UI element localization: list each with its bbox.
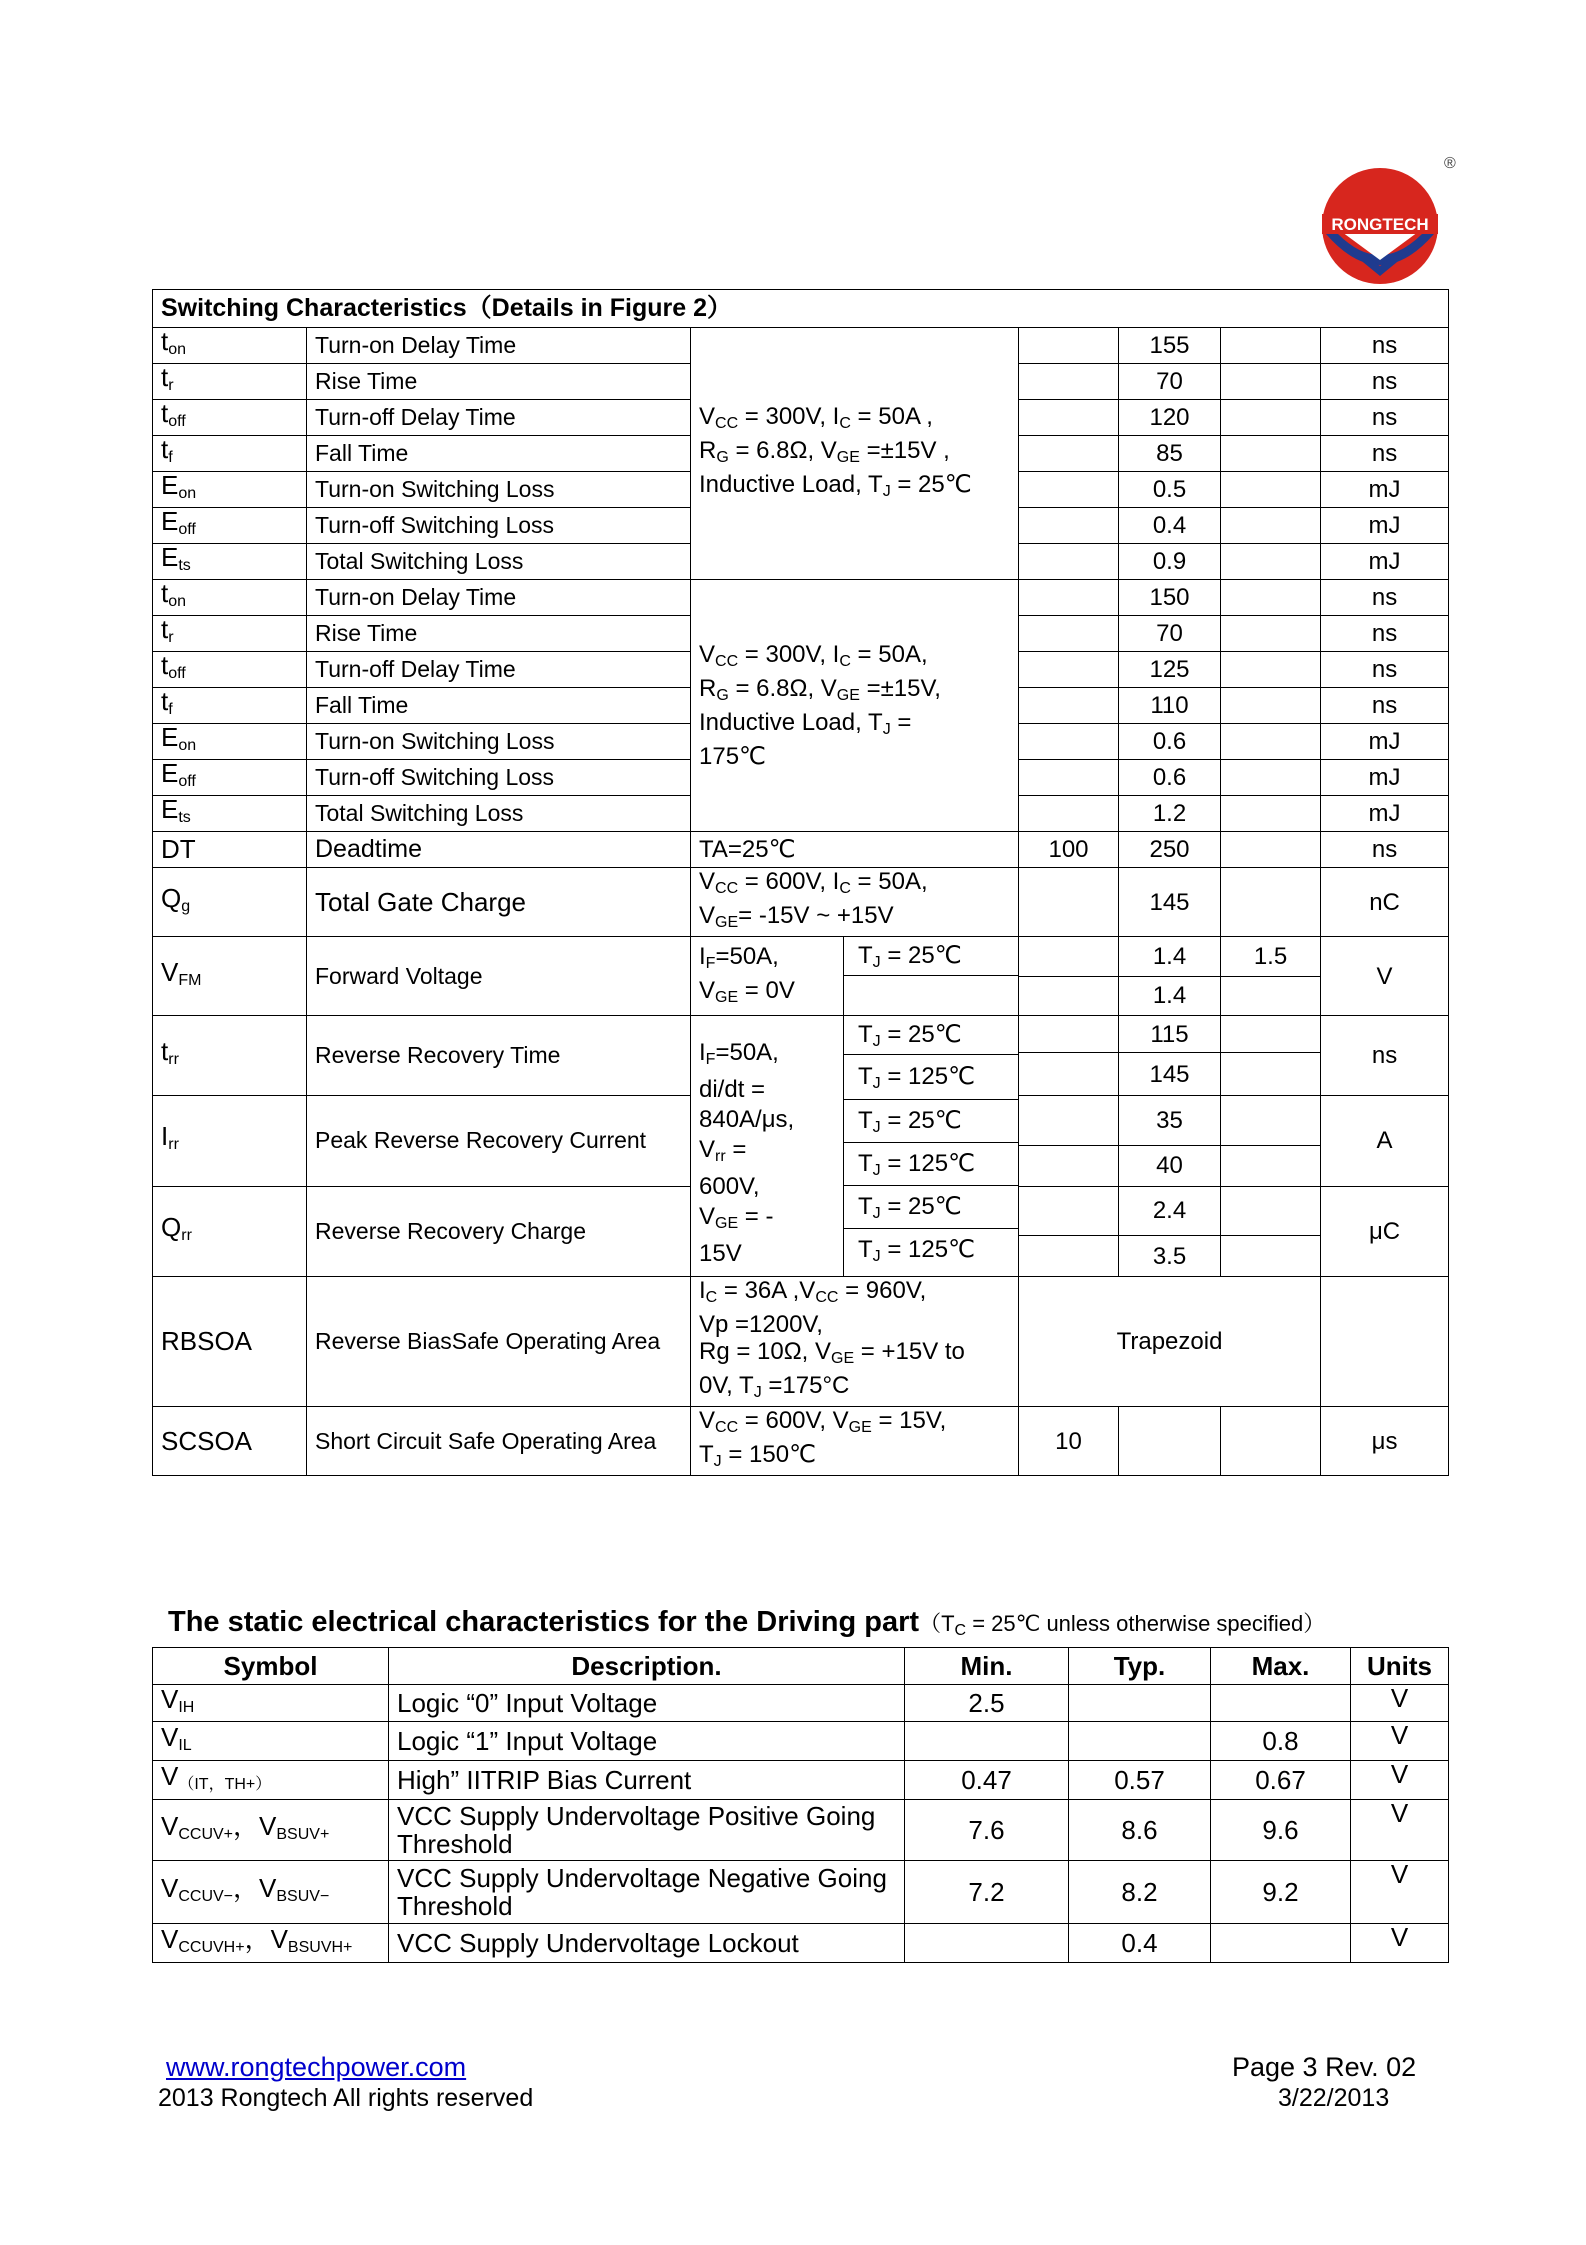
vfm-unit: V (1321, 937, 1449, 1016)
driving-row (153, 1924, 1449, 1963)
max: 9.6 (1211, 1800, 1351, 1861)
driving-row (153, 1722, 1449, 1761)
description: Turn-on Switching Loss (307, 724, 691, 760)
unit: V (1351, 1761, 1449, 1800)
trr-unit: ns (1321, 1016, 1449, 1096)
description: Turn-off Delay Time (307, 400, 691, 436)
symbol: $t_{on}$ (153, 328, 307, 364)
dt-typ: 250 (1119, 832, 1221, 868)
description: Rise Time (307, 616, 691, 652)
unit: mJ (1321, 796, 1449, 832)
unit: ns (1321, 328, 1449, 364)
tj-condition: $T_J$ = 25℃ (844, 1100, 1018, 1143)
max (1221, 436, 1321, 472)
max (1221, 400, 1321, 436)
group1-rows (153, 328, 1449, 580)
typ: 0.9 (1119, 544, 1221, 580)
symbol: $E_{off}$ (153, 508, 307, 544)
qrr-typ: 3.5 (1119, 1236, 1221, 1277)
min (1019, 1096, 1119, 1146)
symbol: $E_{ts}$ (153, 544, 307, 580)
min (1019, 508, 1119, 544)
irr-unit: A (1321, 1096, 1449, 1187)
min: 0.47 (905, 1761, 1069, 1800)
tj-condition: $T_J$ = 25℃ (844, 1186, 1018, 1229)
rongtech-logo (1318, 148, 1458, 288)
description: Turn-off Delay Time (307, 652, 691, 688)
trr-symbol: $t_{rr}$ (153, 1016, 307, 1096)
description: High” IITRIP Bias Current (389, 1761, 905, 1800)
min (1019, 1016, 1119, 1053)
unit: ns (1321, 436, 1449, 472)
unit: mJ (1321, 508, 1449, 544)
copyright: 2013 Rongtech All rights reserved (158, 2084, 534, 2112)
description: Logic “1” Input Voltage (389, 1722, 905, 1761)
dt-min: 100 (1019, 832, 1119, 868)
typ: 150 (1119, 580, 1221, 616)
min (1019, 724, 1119, 760)
unit: V (1351, 1924, 1449, 1963)
unit: mJ (1321, 472, 1449, 508)
scsoa-desc: Short Circuit Safe Operating Area (307, 1407, 691, 1476)
reverse-recovery-conditions: $I_F=50A$, di/dt = 840A/μs, $V_{rr}$ = 600V, $V_{GE}$ = - 15V $T_J$ = 25℃ $T_J$ = 125℃ $T_J$ = 25℃ $T_J$ = 125℃ $T_J$ = 25℃ $T_J$ = 125℃ (691, 1016, 1019, 1277)
group2-rows (153, 580, 1449, 832)
min (1019, 364, 1119, 400)
symbol: $V_{CCUV+}$，$V_{BSUV+}$ (153, 1800, 389, 1861)
driving-title: The static electrical characteristics for the Driving $part(T_C$ = 25℃ unless otherwise specified） (168, 1606, 1326, 1639)
description: Turn-off Switching Loss (307, 760, 691, 796)
max (1221, 1016, 1321, 1053)
min (1019, 1053, 1119, 1096)
vfm-max1: 1.5 (1221, 937, 1321, 977)
registered-mark: ® (1444, 155, 1456, 172)
driving-characteristics-table (152, 1647, 1449, 1963)
irr-typ: 40 (1119, 1145, 1221, 1186)
unit: mJ (1321, 544, 1449, 580)
driving-row (153, 1761, 1449, 1800)
typ: 1.2 (1119, 796, 1221, 832)
irr-symbol: $I_{rr}$ (153, 1096, 307, 1187)
min: 7.6 (905, 1800, 1069, 1861)
min (905, 1722, 1069, 1761)
symbol: $t_{off}$ (153, 400, 307, 436)
typ: 70 (1119, 364, 1221, 400)
unit: V (1351, 1861, 1449, 1924)
vfm-typ1: 1.4 (1119, 937, 1221, 977)
col-desc: Description. (389, 1648, 905, 1685)
irr-desc: Peak Reverse Recovery Current (307, 1096, 691, 1187)
typ: 0.6 (1119, 760, 1221, 796)
typ: 0.4 (1069, 1924, 1211, 1963)
typ: 0.57 (1069, 1761, 1211, 1800)
row-trr (153, 1016, 1449, 1053)
typ: 0.4 (1119, 508, 1221, 544)
driving-row (153, 1685, 1449, 1722)
scsoa-unit: μs (1321, 1407, 1449, 1476)
max: 0.67 (1211, 1761, 1351, 1800)
unit: V (1351, 1722, 1449, 1761)
unit: mJ (1321, 724, 1449, 760)
min (1019, 688, 1119, 724)
tj-condition: $T_J$ = 125℃ (844, 1143, 1018, 1186)
row-rbsoa (153, 1277, 1449, 1407)
symbol: $V_{IL}$ (153, 1722, 389, 1761)
min (1019, 400, 1119, 436)
typ: 0.6 (1119, 724, 1221, 760)
max (1211, 1924, 1351, 1963)
min: 2.5 (905, 1685, 1069, 1722)
max (1221, 1096, 1321, 1146)
max (1221, 1186, 1321, 1236)
max (1221, 544, 1321, 580)
typ: 85 (1119, 436, 1221, 472)
vfm-typ2: 1.4 (1119, 976, 1221, 1016)
max (1221, 472, 1321, 508)
dt-symbol: DT (153, 832, 307, 868)
min (1019, 472, 1119, 508)
typ: 125 (1119, 652, 1221, 688)
switching-title: Switching Characteristics（Details in Figure 2） (153, 290, 1449, 328)
col-typ: Typ. (1069, 1648, 1211, 1685)
col-max: Max. (1211, 1648, 1351, 1685)
min (1019, 760, 1119, 796)
description: VCC Supply Undervoltage Negative Going Threshold (389, 1861, 905, 1924)
description: Total Switching Loss (307, 544, 691, 580)
unit: mJ (1321, 760, 1449, 796)
qrr-unit: μC (1321, 1186, 1449, 1277)
min (1019, 328, 1119, 364)
description: Logic “0” Input Voltage (389, 1685, 905, 1722)
rbsoa-desc: Reverse BiasSafe Operating Area (307, 1277, 691, 1407)
group2-conditions: $V_{CC} = 300V$, $I_C = 50A$, $R_G = 6.8\Omega$, $V_{GE} =\pm 15V$, Inductive Load, $T_J$ = 175℃ (691, 580, 1019, 832)
dt-cond: TA=25℃ (691, 832, 1019, 868)
description: Turn-on Switching Loss (307, 472, 691, 508)
symbol: $V_{CCUVH+}$，$V_{BSUVH+}$ (153, 1924, 389, 1963)
min (1019, 1186, 1119, 1236)
symbol: $t_{off}$ (153, 652, 307, 688)
min: 7.2 (905, 1861, 1069, 1924)
driving-row (153, 1861, 1449, 1924)
trr-typ: 145 (1119, 1053, 1221, 1096)
irr-typ: 35 (1119, 1096, 1221, 1146)
max (1221, 580, 1321, 616)
row-vfm-1: $V_{FM}$ Forward Voltage $I_F=50A$, $V_{GE} = 0V$ $T_J$ = 25℃ 1.4 1.5 V (153, 937, 1449, 977)
unit: V (1351, 1685, 1449, 1722)
symbol: $t_f$ (153, 688, 307, 724)
max (1211, 1685, 1351, 1722)
col-units: Units (1351, 1648, 1449, 1685)
min (1019, 580, 1119, 616)
vfm-cond: $I_F=50A$, $V_{GE} = 0V$ $T_J$ = 25℃ (691, 937, 1019, 1016)
symbol: $t_r$ (153, 364, 307, 400)
driving-row (153, 1800, 1449, 1861)
website-link[interactable]: www.rongtechpower.com (166, 2052, 467, 2082)
tj-condition: $T_J$ = 125℃ (844, 1055, 1018, 1100)
min (1019, 1236, 1119, 1277)
group1-conditions: $V_{CC} = 300V$, $I_C = 50A$ , $R_G = 6.8\Omega$, $V_{GE} =\pm 15V$ , Inductive Load, $T_J$ = 25℃ (691, 328, 1019, 580)
qg-unit: nC (1321, 868, 1449, 937)
row-scsoa (153, 1407, 1449, 1476)
typ (1069, 1685, 1211, 1722)
min (1019, 616, 1119, 652)
scsoa-cond: $V_{CC} = 600V$, $V_{GE} = 15V$, $T_J$ = 150℃ (691, 1407, 1019, 1476)
unit: ns (1321, 580, 1449, 616)
min (1019, 652, 1119, 688)
typ: 155 (1119, 328, 1221, 364)
description: Turn-on Delay Time (307, 328, 691, 364)
page-number: Page 3 Rev. 02 (1232, 2052, 1417, 2082)
qg-sym: Q (161, 882, 182, 913)
col-min: Min. (905, 1648, 1069, 1685)
description: VCC Supply Undervoltage Positive Going Threshold (389, 1800, 905, 1861)
unit: V (1351, 1800, 1449, 1861)
logo-brand-text: RONGTECH (1331, 215, 1429, 234)
rbsoa-sym: RBSOA (153, 1277, 307, 1407)
description: Fall Time (307, 688, 691, 724)
qg-desc: Total Gate Charge (307, 868, 691, 937)
max (1221, 1236, 1321, 1277)
dt-unit: ns (1321, 832, 1449, 868)
unit: ns (1321, 616, 1449, 652)
group2-row (153, 580, 1449, 616)
unit: ns (1321, 688, 1449, 724)
typ: 70 (1119, 616, 1221, 652)
max (1221, 724, 1321, 760)
symbol: $E_{off}$ (153, 760, 307, 796)
row-qg (153, 868, 1449, 937)
row-dt (153, 832, 1449, 868)
typ: 120 (1119, 400, 1221, 436)
max (1221, 760, 1321, 796)
max (1221, 616, 1321, 652)
symbol: $V_{CCUV-}$，$V_{BSUV-}$ (153, 1861, 389, 1924)
typ: 8.2 (1069, 1861, 1211, 1924)
rbsoa-val: Trapezoid (1019, 1277, 1321, 1407)
scsoa-min: 10 (1019, 1407, 1119, 1476)
qrr-typ: 2.4 (1119, 1186, 1221, 1236)
max (1221, 688, 1321, 724)
typ: 0.5 (1119, 472, 1221, 508)
description: Rise Time (307, 364, 691, 400)
min (905, 1924, 1069, 1963)
group1-row (153, 328, 1449, 364)
symbol: $E_{on}$ (153, 724, 307, 760)
description: Turn-on Delay Time (307, 580, 691, 616)
max (1221, 328, 1321, 364)
max: 0.8 (1211, 1722, 1351, 1761)
min (1019, 796, 1119, 832)
reverse-recovery-rows (153, 1016, 1449, 1277)
max (1221, 1145, 1321, 1186)
unit: ns (1321, 400, 1449, 436)
symbol: $V_{IH}$ (153, 1685, 389, 1722)
tj-condition: $T_J$ = 125℃ (858, 1236, 976, 1265)
unit: ns (1321, 652, 1449, 688)
typ: 110 (1119, 688, 1221, 724)
qg-sub: g (181, 897, 191, 915)
symbol: $E_{on}$ (153, 472, 307, 508)
trr-typ: 115 (1119, 1016, 1221, 1053)
vfm-desc: Forward Voltage (307, 937, 691, 1016)
symbol: $V_{(IT,TH+)}$ (153, 1761, 389, 1800)
min (1019, 544, 1119, 580)
symbol: $E_{ts}$ (153, 796, 307, 832)
qrr-desc: Reverse Recovery Charge (307, 1186, 691, 1277)
rbsoa-cond: $I_C = 36A$ $,V_{CC} = 960V$, Vp =1200V, Rg = 10Ω, $V_{GE} = +15V$ to 0V, $T_J =175^\circ C$ (691, 1277, 1019, 1407)
min (1019, 436, 1119, 472)
unit: ns (1321, 364, 1449, 400)
qg-typ: 145 (1119, 868, 1221, 937)
description: Total Switching Loss (307, 796, 691, 832)
trr-desc: Reverse Recovery Time (307, 1016, 691, 1096)
max (1221, 508, 1321, 544)
switching-characteristics-table (152, 289, 1449, 1476)
max (1221, 364, 1321, 400)
typ: 8.6 (1069, 1800, 1211, 1861)
description: Turn-off Switching Loss (307, 508, 691, 544)
max: 9.2 (1211, 1861, 1351, 1924)
typ (1069, 1722, 1211, 1761)
max (1221, 1053, 1321, 1096)
tj-condition: $T_J$ = 25℃ (844, 1016, 1018, 1055)
max (1221, 652, 1321, 688)
qg-cond: $V_{CC} = 600V$, $I_C = 50A$, $V_{GE}= -15V$ ~ +15V (691, 868, 1019, 937)
description: Fall Time (307, 436, 691, 472)
symbol: $t_f$ (153, 436, 307, 472)
symbol: $t_r$ (153, 616, 307, 652)
revision-date: 3/22/2013 (1278, 2084, 1390, 2112)
scsoa-sym: SCSOA (153, 1407, 307, 1476)
col-symbol: Symbol (153, 1648, 389, 1685)
qrr-symbol: $Q_{rr}$ (153, 1186, 307, 1277)
description: VCC Supply Undervoltage Lockout (389, 1924, 905, 1963)
symbol: $t_{on}$ (153, 580, 307, 616)
max (1221, 796, 1321, 832)
dt-desc: Deadtime (307, 832, 691, 868)
min (1019, 1145, 1119, 1186)
